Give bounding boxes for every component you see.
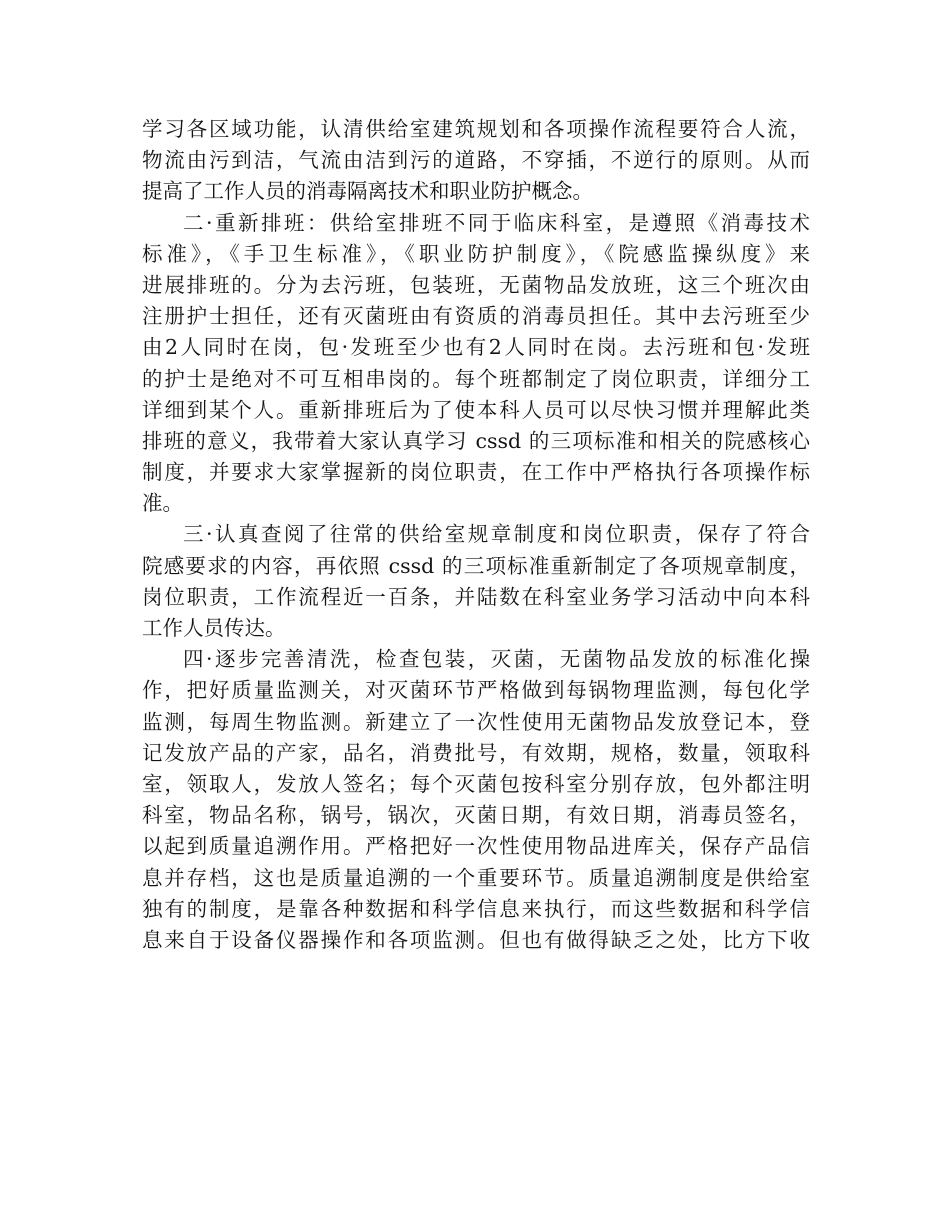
text-line: 室，领取人，发放人签名；每个灭菌包按科室分别存放，包外都注明 <box>142 771 810 796</box>
text-line: 注册护士担任，还有灭菌班由有资质的消毒员担任。其中去污班至少 <box>142 304 810 329</box>
text-line: 物流由污到洁，气流由洁到污的道路，不穿插，不逆行的原则。从而 <box>142 148 810 173</box>
text-line: 院感要求的内容，再依照 cssd 的三项标准重新制定了各项规章制度， <box>142 553 810 578</box>
text-line: 标准》，《手卫生标准》，《职业防护制度》，《院感监操纵度》来 <box>142 241 810 266</box>
text-line: 岗位职责，工作流程近一百条，并陆数在科室业务学习活动中向本科 <box>142 584 810 609</box>
document-body <box>142 114 810 956</box>
text-line: 息来自于设备仪器操作和各项监测。但也有做得缺乏之处，比方下收 <box>142 927 810 952</box>
text-line: 科室，物品名称，锅号，锅次，灭菌日期，有效日期，消毒员签名， <box>142 803 810 828</box>
text-line: 详细到某个人。重新排班后为了使本科人员可以尽快习惯并理解此类 <box>142 397 810 422</box>
text-line: 进展排班的。分为去污班，包装班，无菌物品发放班，这三个班次由 <box>142 272 810 297</box>
text-line: 三·认真查阅了往常的供给室规章制度和岗位职责，保存了符合 <box>183 522 810 547</box>
text-line: 以起到质量追溯作用。严格把好一次性使用物品进库关，保存产品信 <box>142 834 810 859</box>
text-line: 排班的意义，我带着大家认真学习 cssd 的三项标准和相关的院感核心 <box>142 428 810 453</box>
text-line: 四·逐步完善清洗，检查包装，灭菌，无菌物品发放的标准化操 <box>183 647 810 672</box>
text-line: 由2人同时在岗，包·发班至少也有2人同时在岗。去污班和包·发班 <box>142 335 810 360</box>
text-line: 的护士是绝对不可互相串岗的。每个班都制定了岗位职责，详细分工 <box>142 366 810 391</box>
text-line: 二·重新排班：供给室排班不同于临床科室，是遵照《消毒技术 <box>183 210 810 235</box>
text-line: 作，把好质量监测关，对灭菌环节严格做到每锅物理监测，每包化学 <box>142 678 810 703</box>
text-line: 制度，并要求大家掌握新的岗位职责，在工作中严格执行各项操作标 <box>142 460 810 485</box>
text-line: 记发放产品的产家，品名，消费批号，有效期，规格，数量，领取科 <box>142 740 810 765</box>
text-line: 监测，每周生物监测。新建立了一次性使用无菌物品发放登记本，登 <box>142 709 810 734</box>
text-line: 息并存档，这也是质量追溯的一个重要环节。质量追溯制度是供给室 <box>142 865 810 890</box>
text-line: 准。 <box>142 491 183 516</box>
text-line: 提高了工作人员的消毒隔离技术和职业防护概念。 <box>142 179 593 204</box>
text-line: 学习各区域功能，认清供给室建筑规划和各项操作流程要符合人流， <box>142 117 810 141</box>
text-line: 独有的制度，是靠各种数据和科学信息来执行，而这些数据和科学信 <box>142 896 810 921</box>
text-line: 工作人员传达。 <box>142 616 286 640</box>
